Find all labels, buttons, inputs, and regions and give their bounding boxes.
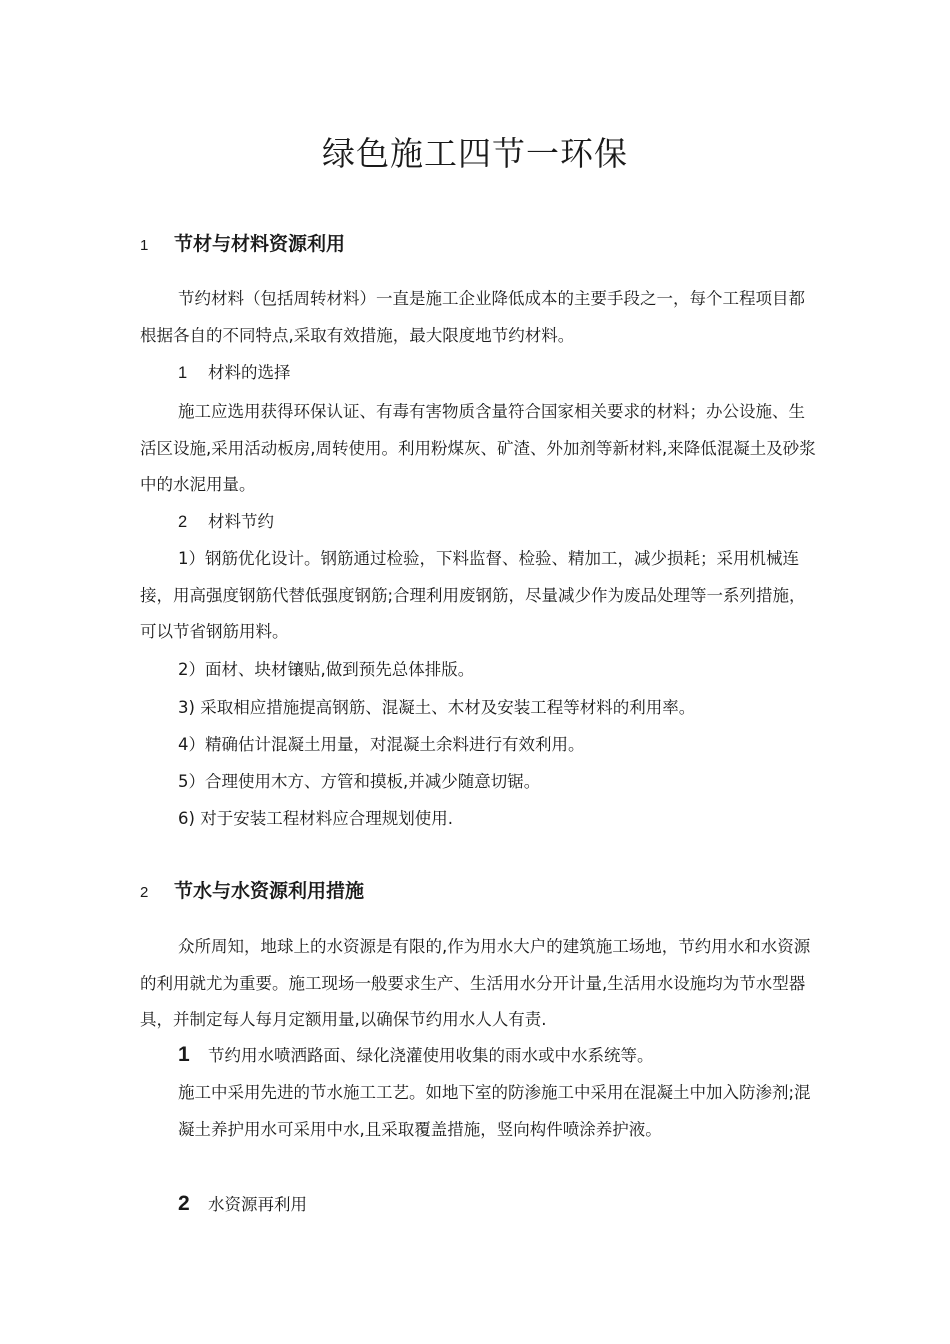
list-item-text: 对于安装工程材料应合理规划使用. [200, 809, 453, 828]
sub-label: 节约用水喷洒路面、绿化浇灌使用收集的雨水或中水系统等。 [208, 1046, 654, 1065]
section2-intro: 众所周知，地球上的水资源是有限的,作为用水大户的建筑施工场地，节约用水和水资源的利用就尤为重要。施工现场一般要求生产、生活用水分开计量,生活用水设施均为节水型器具，并制定每人每月定额用量,以确保节约用水人人有责. [140, 937, 811, 1029]
list-item [178, 696, 695, 720]
list-item-number: 4） [178, 735, 205, 754]
list-item [178, 733, 585, 757]
list-item-text: 合理使用木方、方管和摸板,并减少随意切锯。 [205, 772, 541, 791]
list-item-text: 面材、块材镶贴,做到预先总体排版。 [205, 660, 475, 679]
list-item [178, 658, 474, 682]
sub-label: 材料的选择 [208, 363, 291, 382]
sub-number: 1 [178, 1043, 190, 1066]
list-item-number: 6) [178, 809, 195, 828]
sub-number: 1 [178, 364, 188, 382]
list-item-number: 5） [178, 772, 205, 791]
section-heading-2 [140, 876, 364, 903]
sub-number: 2 [178, 513, 188, 531]
list-item-text: 采取相应措施提高钢筋、混凝土、木材及安装工程等材料的利用率。 [200, 698, 696, 717]
subheading-material-saving [178, 510, 274, 534]
section1-intro: 节约材料（包括周转材料）一直是施工企业降低成本的主要手段之一，每个工程项目都根据各自的不同特点,采取有效措施，最大限度地节约材料。 [140, 289, 805, 345]
section-heading-text: 节水与水资源利用措施 [174, 880, 365, 902]
page-title: 绿色施工四节一环保 [322, 134, 628, 173]
list-item-text: 精确估计混凝土用量，对混凝土余料进行有效利用。 [205, 735, 585, 754]
sub-label: 材料节约 [208, 512, 274, 531]
material-selection-text: 施工应选用获得环保认证、有毒有害物质含量符合国家相关要求的材料；办公设施、生活区设施,采用活动板房,周转使用。利用粉煤灰、矿渣、外加剂等新材料,来降低混凝土及砂浆中的水泥用量。 [140, 402, 816, 494]
sub-number: 2 [178, 1192, 190, 1215]
subheading-material-selection [178, 361, 291, 385]
section-number: 2 [140, 884, 149, 901]
list-item-number: 2） [178, 660, 205, 679]
subheading-water-saving [178, 1043, 654, 1068]
sub-label: 水资源再利用 [208, 1195, 307, 1214]
list-item-rebar: 1）钢筋优化设计。钢筋通过检验，下料监督、检验、精加工，减少损耗；采用机械连接，用高强度钢筋代替低强度钢筋;合理利用废钢筋，尽量减少作为废品处理等一系列措施，可以节省钢筋用料。 [140, 549, 806, 641]
section-heading-1 [140, 229, 345, 256]
section-heading-text: 节材与材料资源利用 [174, 233, 346, 255]
list-item [178, 770, 540, 794]
list-item [178, 807, 453, 831]
water-saving-text: 施工中采用先进的节水施工工艺。如地下室的防渗施工中采用在混凝土中加入防渗剂;混凝土养护用水可采用中水,且采取覆盖措施，竖向构件喷涂养护液。 [178, 1083, 811, 1139]
subheading-water-reuse [178, 1192, 307, 1217]
list-item-number: 3) [178, 698, 195, 717]
section-number: 1 [140, 237, 149, 254]
